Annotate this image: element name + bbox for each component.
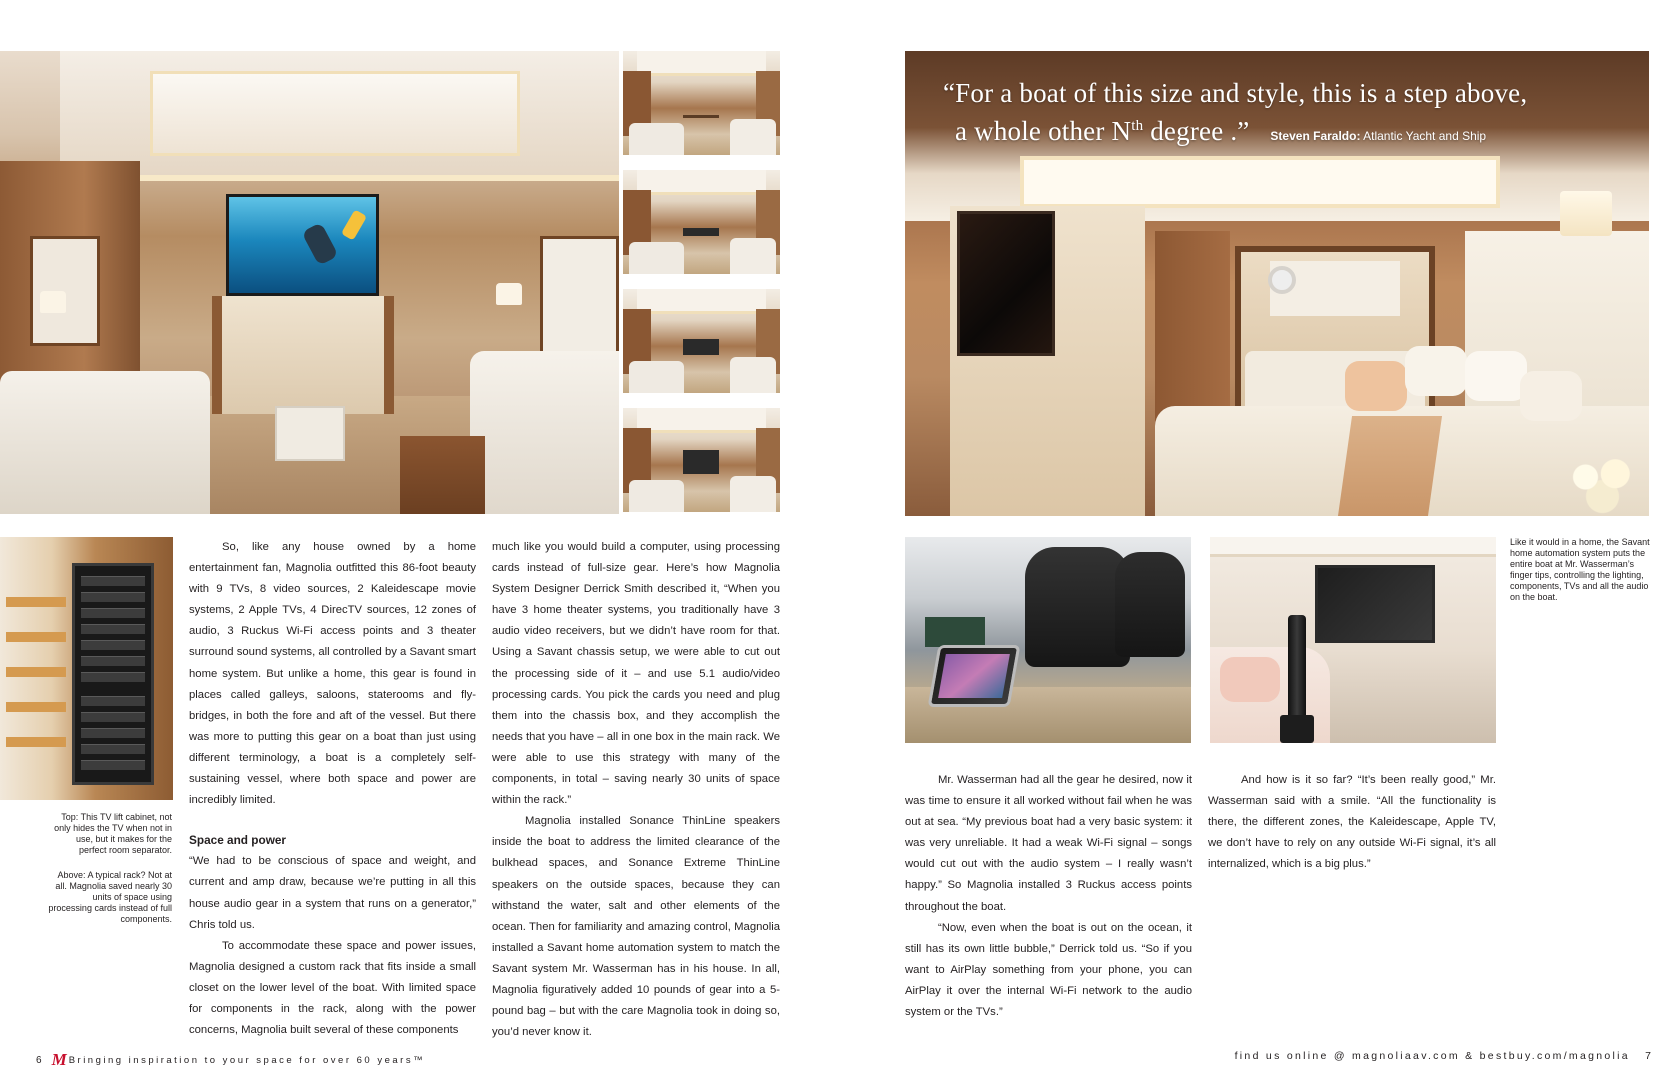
footer-left bbox=[36, 1050, 425, 1070]
paragraph: Magnolia installed Sonance ThinLine speakers inside the boat to address the limited clearance of the bulkhead spaces, and Sonance Extreme ThinLine speakers on the outside spaces, because they can withstand the water, salt and other elements of the ocean. Then for familiarity and amazing control, Magnolia installed a Savant home automation system to match the Savant system Mr. Wasserman has in his house. In all, Magnolia figuratively added 10 pounds of gear into a 5-pound bag – but with the care Magnolia took in doing so, you’d never know it. bbox=[492, 815, 780, 1039]
right-column-1 bbox=[905, 770, 1192, 1023]
tv-lift-thumbnail-4 bbox=[623, 408, 780, 512]
magnolia-logo: M bbox=[51, 1050, 65, 1069]
paragraph: And how is it so far? “It’s been really good,” Mr. Wasserman said with a smile. “All the functionality is there, the different zones, the Kaleidescape, Apple TV, we don’t have to rely on any outside Wi-Fi signal, it’s all internalized, which is a big plus.” bbox=[1208, 774, 1496, 871]
footer-right bbox=[1235, 1050, 1651, 1062]
quote-line-2: a whole other N bbox=[955, 116, 1132, 146]
master-stateroom-photo bbox=[905, 51, 1649, 516]
paragraph: “We had to be conscious of space and weight, and current and amp draw, because we’re putting in all this house audio gear in a system that runs on a generator,” Chris told us. bbox=[189, 855, 476, 931]
paragraph: To accommodate these space and power issues, Magnolia designed a custom rack that fits inside a small closet on the lower level of the boat. With limited space for components in the rack, along with the power concerns, Magnolia built several of these components bbox=[189, 939, 476, 1037]
footer-tagline: Bringing inspiration to your space for over 60 years™ bbox=[68, 1054, 426, 1066]
tv-lift-thumbnail-2 bbox=[623, 170, 780, 274]
tv-lift-thumbnail-3 bbox=[623, 289, 780, 393]
quote-author: Steven Faraldo: bbox=[1270, 129, 1361, 143]
paragraph: much like you would build a computer, using processing cards instead of full-size gear. Here’s how Magnolia System Designer Derrick Smith described it, “When you have 3 home theater systems, you traditionally have 3 audio video receivers, but we didn’t have room for that. Using a Savant chassis setup, we were able to cut out the processing side of it – and use 5.1 audio/video processing cards. You pick the cards you need and plug them into the chassis box, and they accomplish the needs that you have – all in one box in the main rack. We were able to use this strategy with many of the components, in total – saving nearly 30 units of space within the rack.” bbox=[492, 541, 780, 807]
left-column-2 bbox=[492, 537, 780, 1043]
page-number: 6 bbox=[36, 1054, 42, 1066]
quote-superscript: th bbox=[1131, 118, 1144, 134]
paragraph: Mr. Wasserman had all the gear he desired, now it was time to ensure it all worked without fail when he was out at sea. “My previous boat had a very basic system: it was very unreliable. It had a weak Wi-Fi signal – songs would cut out with the audio system – I really wasn’t happy.” So Magnolia installed 3 Ruckus access points throughout the boat. bbox=[905, 774, 1192, 913]
caption-savant: Like it would in a home, the Savant home automation system puts the entire boat at Mr. Wasserman’s finger tips, controlling the lighting, components, TVs and all the audio on the boat. bbox=[1510, 537, 1650, 602]
stateroom-remote-photo bbox=[1210, 537, 1496, 743]
caption-tv-lift: Top: This TV lift cabinet, not only hides the TV when not in use, but it makes for the perfect room separator. bbox=[54, 812, 172, 855]
helm-tablet-photo bbox=[905, 537, 1191, 743]
footer-website: find us online @ magnoliaav.com & bestbuy.com/magnolia bbox=[1234, 1050, 1630, 1062]
caption-rack: Above: A typical rack? Not at all. Magnolia saved nearly 30 units of space using processing cards instead of full components. bbox=[48, 870, 172, 924]
quote-affiliation: Atlantic Yacht and Ship bbox=[1363, 129, 1487, 143]
salon-photo bbox=[0, 51, 619, 514]
section-heading: Space and power bbox=[189, 833, 287, 848]
tv-lift-thumbnail-1 bbox=[623, 51, 780, 155]
paragraph: So, like any house owned by a home entertainment fan, Magnolia outfitted this 86-foot beauty with 9 TVs, 8 video sources, 2 Kaleidescape movie systems, 2 Apple TVs, 4 DirecTV sources, 12 zones of audio, 3 Ruckus Wi-Fi access points and 3 theater surround sound systems, all controlled by a Savant smart home system. But unlike a home, this gear is found in places called galleys, saloons, staterooms and fly-bridges, in both the fore and aft of the vessel. But there was more to putting this gear on a boat than just using different terminology, a boat is a completely self-sustaining vessel, where both space and power are incredibly limited. bbox=[189, 541, 476, 807]
left-column-1 bbox=[189, 537, 476, 1041]
quote-line-1: “For a boat of this size and style, this is a step above, bbox=[943, 78, 1528, 108]
pull-quote bbox=[943, 77, 1643, 153]
quote-line-2-end: degree .” bbox=[1143, 116, 1250, 146]
page-number: 7 bbox=[1645, 1050, 1651, 1062]
right-column-2 bbox=[1208, 770, 1496, 875]
equipment-rack-photo bbox=[0, 537, 173, 800]
paragraph: “Now, even when the boat is out on the ocean, it still has its own little bubble,” Derrick told us. “So if you want to AirPlay something from your phone, you can AirPlay it over the internal Wi-Fi network to the audio system or the TVs.” bbox=[905, 921, 1192, 1019]
